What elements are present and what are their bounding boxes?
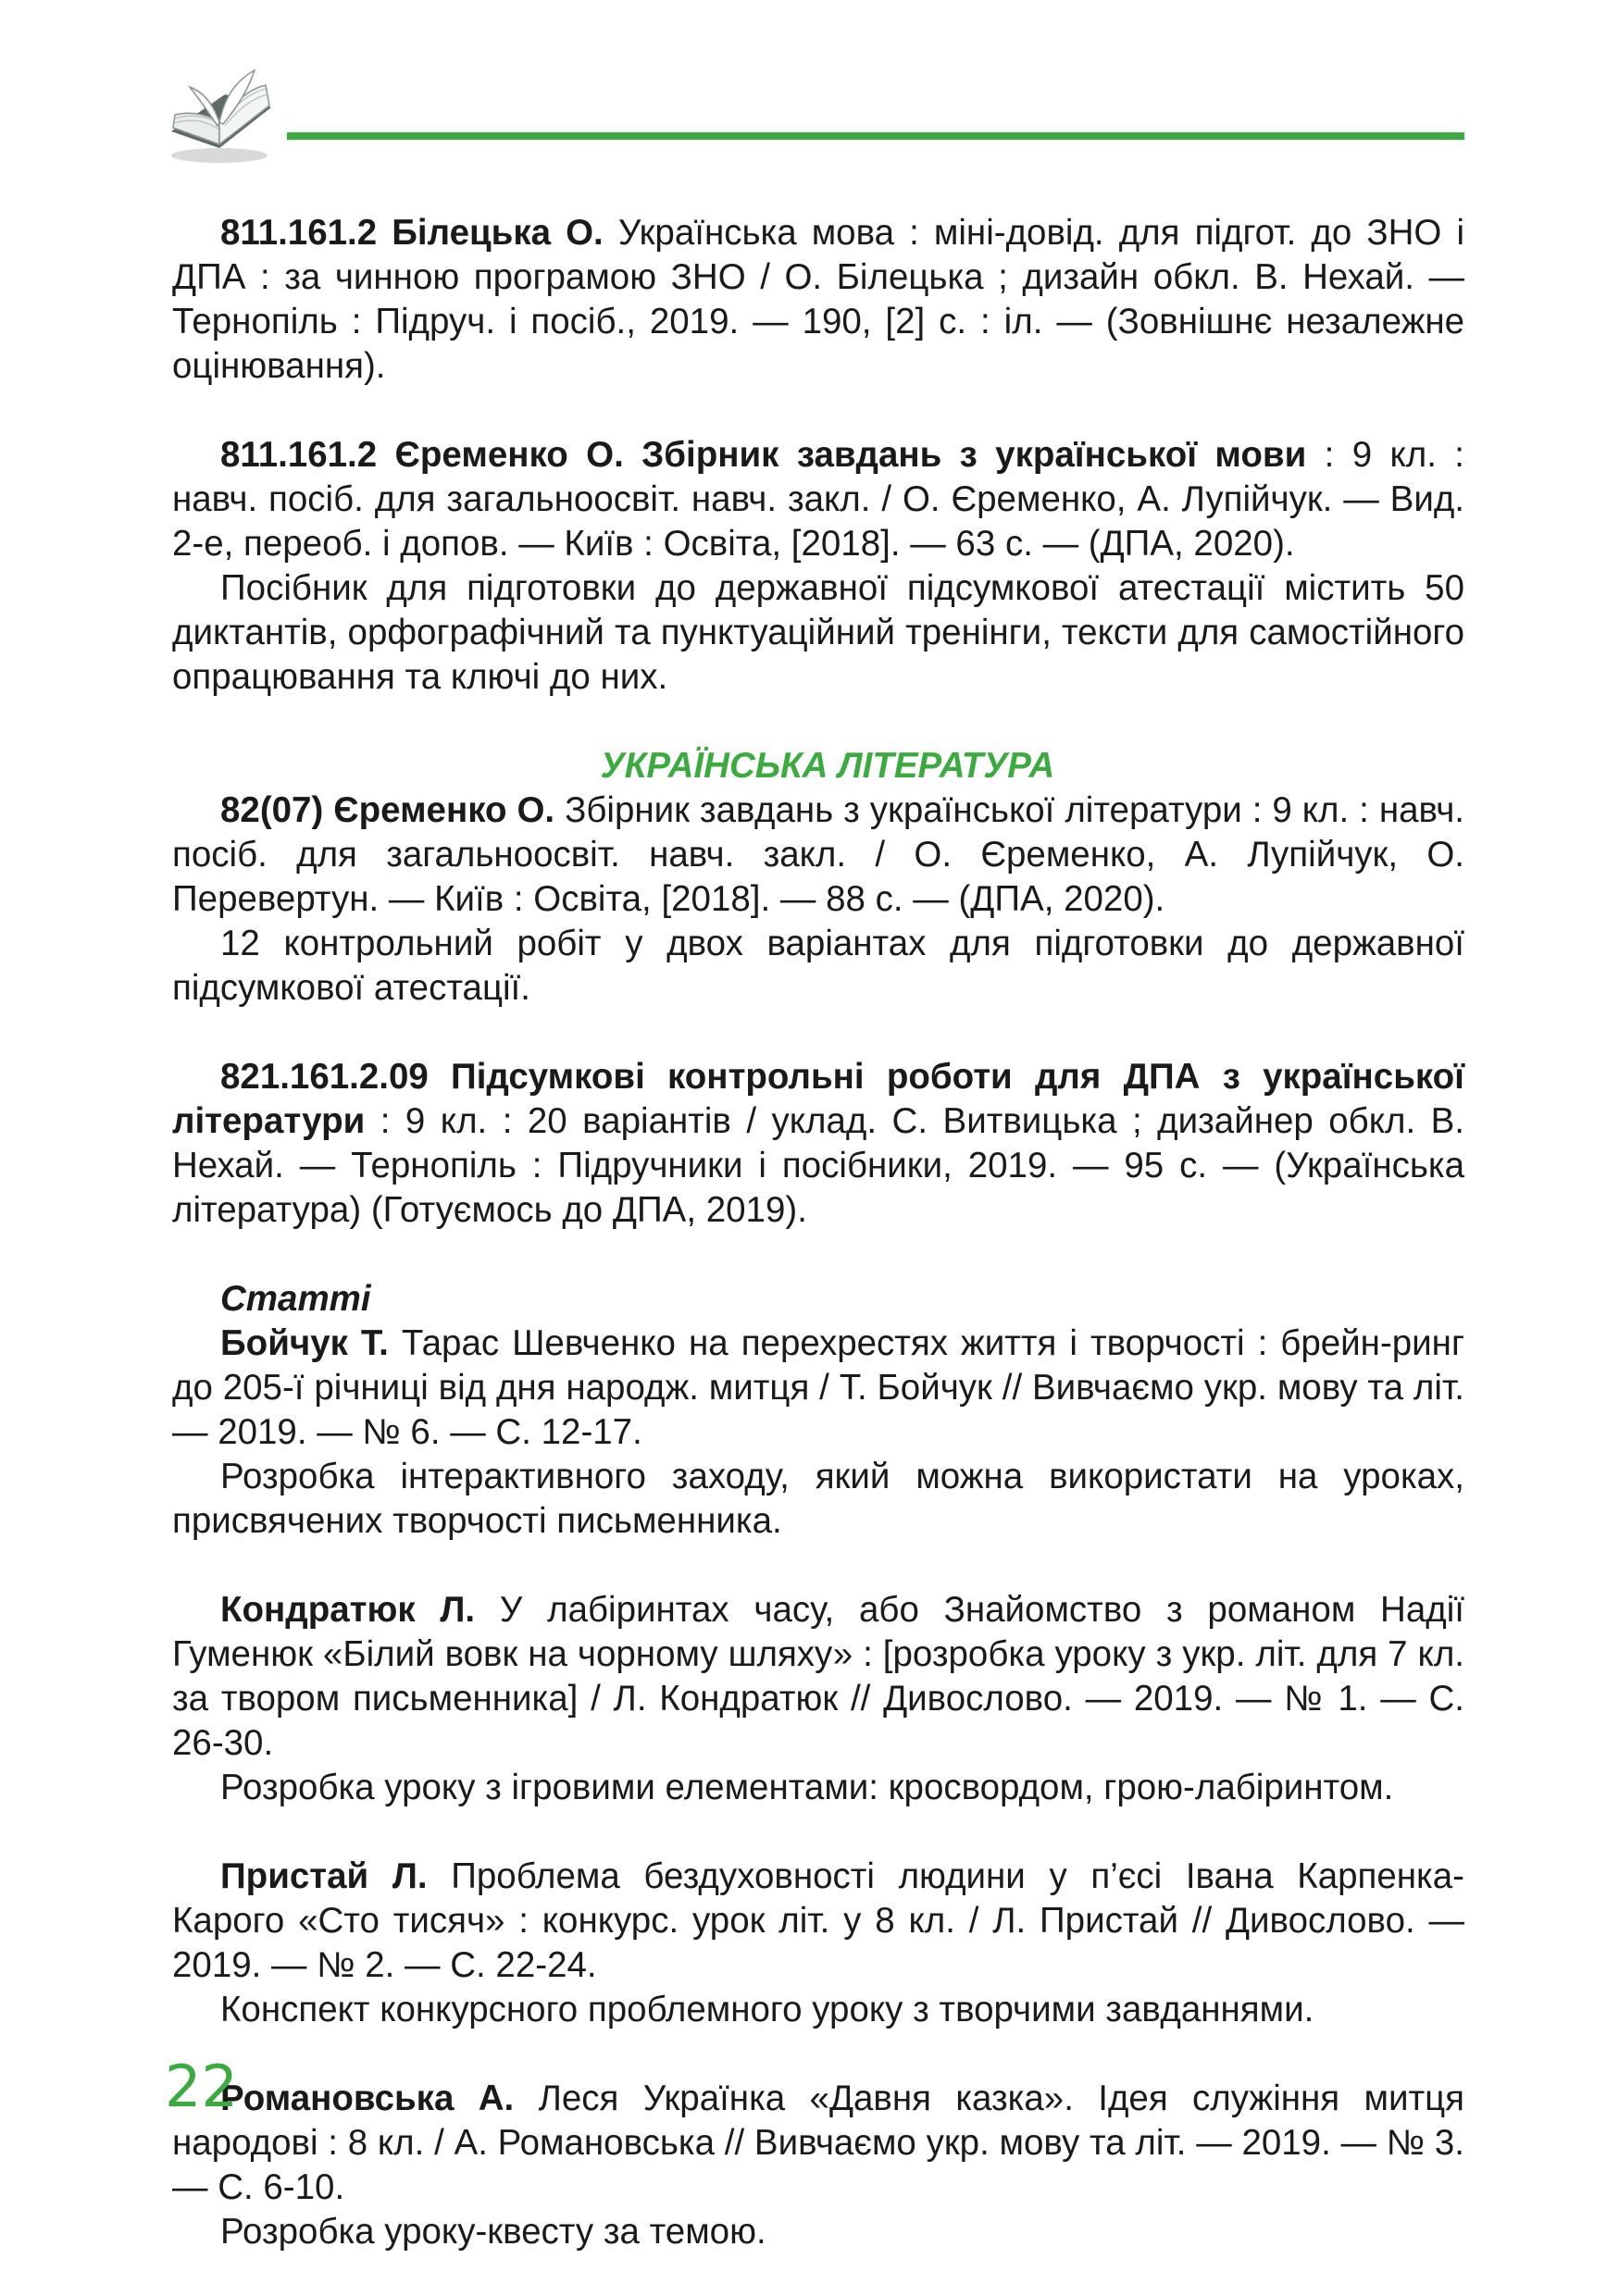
bibliography-entry xyxy=(172,211,1464,389)
entry-citation xyxy=(172,211,1464,389)
entry-citation xyxy=(172,1855,1464,1988)
entry-author: Романовська А. xyxy=(220,2079,515,2118)
bibliography-content xyxy=(172,211,1464,2254)
entry-details: Українська мова : міні-довід. для підгот. до ЗНО і ДПА : за чинною програмою ЗНО / О. Білецька ; дизайн обкл. В. Нехай. — Тернопіль : Підруч. і посіб., 2019. — 190, [2] с. : іл. — (Зовнішнє незалежне оцінювання). xyxy=(172,213,1465,386)
entry-annotation: 12 контрольний робіт у двох варіантах для підготовки до державної підсумкової атестації. xyxy=(172,924,1464,1008)
entry-citation xyxy=(172,788,1464,922)
entry-author: 811.161.2 Білецька О. xyxy=(220,213,604,253)
entry-annotation: Розробка інтерактивного заходу, який можна використати на уроках, присвячених творчості письменника. xyxy=(172,1457,1464,1541)
bibliography-entry xyxy=(172,433,1464,700)
entry-citation xyxy=(172,433,1464,566)
entry-annotation: Розробка уроку з ігровими елементами: кросвордом, грою-лабіринтом. xyxy=(220,1768,1394,1807)
entry-author: 821.161.2.09 Підсумкові контрольні роботи для ДПА з української літератури xyxy=(172,1057,1464,1141)
entry-details: : 9 кл. : навч. посіб. для загальноосвіт. навч. закл. / О. Єременко, А. Лупійчук. — Вид. 2-е, переоб. і допов. — Київ : Освіта, [2018]. — 63 с. — (ДПА, 2020). xyxy=(172,435,1464,564)
subheading-articles: Статті xyxy=(220,1279,371,1319)
entry-author: Кондратюк Л. xyxy=(220,1590,476,1630)
article-entry xyxy=(172,1322,1464,1544)
entry-details: Тарас Шевченко на перехрестях життя і творчості : брейн-ринг до 205-ї річниці від дня народж. митця / Т. Бойчук // Вивчаємо укр. мову та літ. — 2019. — № 6. — С. 12-17. xyxy=(172,1323,1464,1452)
entry-citation xyxy=(172,1055,1464,1233)
bibliography-entry xyxy=(172,1055,1464,1233)
entry-author: Бойчук Т. xyxy=(220,1323,389,1363)
entry-citation xyxy=(172,1588,1464,1766)
section-heading: УКРАЇНСЬКА ЛІТЕРАТУРА xyxy=(600,746,1055,786)
entry-details: : 9 кл. : 20 варіантів / уклад. С. Витвицька ; дизайнер обкл. В. Нехай. — Тернопіль : Підручники і посібники, 2019. — 95 с. — (Українська література) (Готуємось до ДПА, 2019). xyxy=(172,1101,1464,1230)
article-entry xyxy=(172,2077,1464,2254)
entry-details: Проблема бездуховності людини у п’єсі Івана Карпенка-Карого «Сто тисяч» : конкурс. урок літ. у 8 кл. / Л. Пристай // Дивослово. — 2019. — № 2. — С. 22-24. xyxy=(172,1856,1464,1985)
entry-citation xyxy=(172,2077,1464,2210)
entry-annotation: Посібник для підготовки до державної підсумкової атестації містить 50 диктантів, орфографічний та пунктуаційний тренінги, тексти для самостійного опрацювання та ключі до них. xyxy=(172,568,1464,697)
entry-author: Пристай Л. xyxy=(220,1856,428,1896)
entry-annotation: Конспект конкурсного проблемного уроку з творчими завданнями. xyxy=(220,1990,1314,2029)
bibliography-entry xyxy=(172,788,1464,1011)
entry-details: Леся Українка «Давня казка». Ідея служіння митця народові : 8 кл. / А. Романовська // Вивчаємо укр. мову та літ. — 2019. — № 3. — С. 6-10. xyxy=(172,2079,1464,2207)
entry-details: У лабіринтах часу, або Знайомство з романом Надії Гуменюк «Білий вовк на чорному шляху» : [розробка уроку з укр. літ. для 7 кл. за твором письменника] / Л. Кондратюк // Дивослово. — 2019. — № 1. — С. 26-30. xyxy=(172,1590,1464,1763)
entry-details: Збірник завдань з української літератури : 9 кл. : навч. посіб. для загальноосвіт. навч. закл. / О. Єременко, А. Лупійчук, О. Перевертун. — Київ : Освіта, [2018]. — 88 с. — (ДПА, 2020). xyxy=(172,790,1464,919)
entry-author: 82(07) Єременко О. xyxy=(220,790,555,830)
header-rule xyxy=(287,132,1464,140)
entry-annotation: Розробка уроку-квесту за темою. xyxy=(220,2212,766,2252)
entry-citation xyxy=(172,1322,1464,1455)
page-number: 22 xyxy=(165,2053,238,2120)
open-book-icon xyxy=(162,67,282,168)
entry-author: 811.161.2 Єременко О. Збірник завдань з української мови xyxy=(220,435,1307,475)
article-entry xyxy=(172,1588,1464,1810)
article-entry xyxy=(172,1855,1464,2032)
